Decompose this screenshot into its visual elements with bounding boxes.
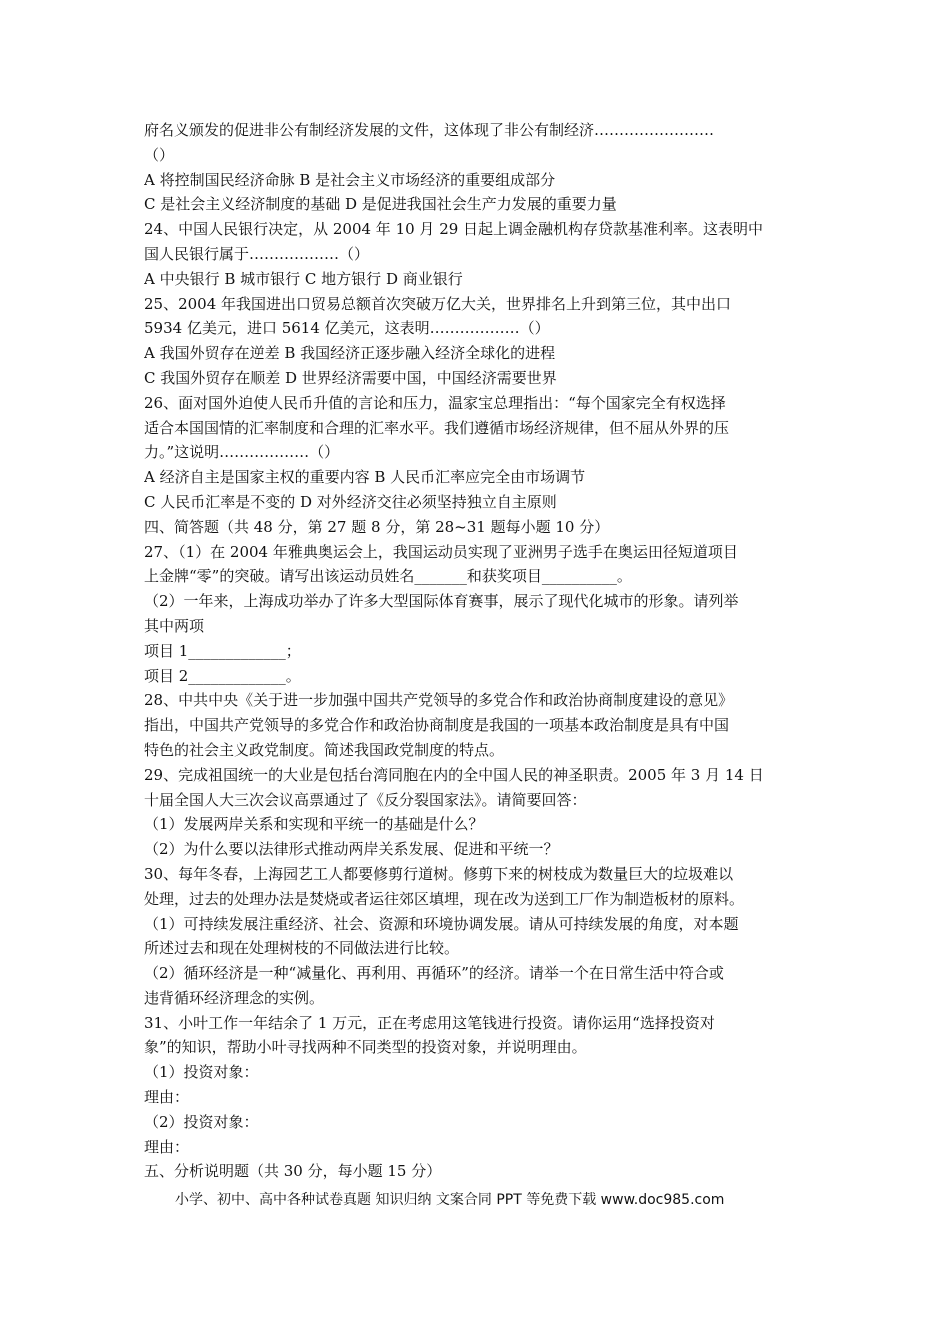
text-line: （2）为什么要以法律形式推动两岸关系发展、促进和平统一？: [144, 840, 559, 859]
text-line: 所述过去和现在处理树枝的不同做法进行比较。: [144, 939, 460, 958]
text-line: 特色的社会主义政党制度。简述我国政党制度的特点。: [144, 740, 505, 759]
text-line: 26、面对国外迫使人民币升值的言论和压力，温家宝总理指出：“每个国家完全有权选择: [144, 393, 726, 412]
text-line: 28、中共中央《关于进一步加强中国共产党领导的多党合作和政治协商制度建设的意见》: [144, 691, 734, 710]
text-line: C 人民币汇率是不变的 D 对外经济交往必须坚持独立自主原则: [144, 492, 557, 511]
text-line: 四、简答题（共 48 分，第 27 题 8 分，第 28~31 题每小题 10 分）: [144, 517, 610, 536]
text-line: 27、（1）在 2004 年雅典奥运会上，我国运动员实现了亚洲男子选手在奥运田径短道项目: [144, 542, 738, 561]
text-line: A 经济自主是国家主权的重要内容 B 人民币汇率应完全由市场调节: [144, 468, 586, 487]
document-body: [144, 118, 814, 1184]
text-line: 24、中国人民银行决定，从 2004 年 10 月 29 日起上调金融机构存贷款基准利率。这表明中: [144, 220, 764, 239]
text-line: 项目 2_____________。: [144, 666, 301, 685]
text-line: 项目 1_____________；: [144, 641, 301, 660]
text-line: 其中两项: [144, 616, 205, 635]
text-line: （1）发展两岸关系和实现和平统一的基础是什么？: [144, 815, 484, 834]
text-line: 十届全国人大三次会议高票通过了《反分裂国家法》。请简要回答：: [144, 790, 587, 809]
text-line: 象”的知识，帮助小叶寻找两种不同类型的投资对象，并说明理由。: [144, 1038, 587, 1057]
text-line: 力。”这说明………………（）: [144, 443, 340, 462]
text-line: 理由：: [144, 1137, 190, 1156]
text-line: C 是社会主义经济制度的基础 D 是促进我国社会生产力发展的重要力量: [144, 195, 617, 214]
text-line: （1）投资对象：: [144, 1063, 259, 1082]
text-line: 上金牌“零”的突破。请写出该运动员姓名_______和获奖项目__________。: [144, 567, 632, 586]
text-line: 30、每年冬春，上海园艺工人都要修剪行道树。修剪下来的树枝成为数量巨大的垃圾难以: [144, 864, 734, 883]
text-line: 25、2004 年我国进出口贸易总额首次突破万亿大关，世界排名上升到第三位，其中出口: [144, 294, 732, 313]
text-line: A 中央银行 B 城市银行 C 地方银行 D 商业银行: [144, 269, 463, 288]
text-line: 违背循环经济理念的实例。: [144, 988, 325, 1007]
text-line: 处理，过去的处理办法是焚烧或者运往郊区填埋，现在改为送到工厂作为制造板材的原料。: [144, 889, 745, 908]
text-line: （1）可持续发展注重经济、社会、资源和环境协调发展。请从可持续发展的角度，对本题: [144, 914, 739, 933]
text-line: 适合本国国情的汇率制度和合理的汇率水平。我们遵循市场经济规律，但不屈从外界的压: [144, 418, 730, 437]
text-line: （2）一年来，上海成功举办了许多大型国际体育赛事，展示了现代化城市的形象。请列举: [144, 592, 739, 611]
text-line: A 将控制国民经济命脉 B 是社会主义市场经济的重要组成部分: [144, 170, 556, 189]
text-line: 指出，中国共产党领导的多党合作和政治协商制度是我国的一项基本政治制度是具有中国: [144, 716, 730, 735]
text-line: 5934 亿美元，进口 5614 亿美元，这表明………………（）: [144, 319, 550, 338]
text-line: 理由：: [144, 1088, 190, 1107]
text-line: 国人民银行属于………………（）: [144, 244, 370, 263]
page-footer: 小学、初中、高中各种试卷真题 知识归纳 文案合同 PPT 等免费下载 www.doc985.com: [175, 1192, 725, 1208]
text-line: A 我国外贸存在逆差 B 我国经济正逐步融入经济全球化的进程: [144, 344, 556, 363]
text-line: （2）投资对象：: [144, 1112, 259, 1131]
text-line: （）: [144, 145, 175, 164]
text-line: 29、完成祖国统一的大业是包括台湾同胞在内的全中国人民的神圣职责。2005 年 3 月 14 日: [144, 765, 764, 784]
text-line: C 我国外贸存在顺差 D 世界经济需要中国，中国经济需要世界: [144, 368, 557, 387]
text-line: （2）循环经济是一种“减量化、再利用、再循环”的经济。请举一个在日常生活中符合或: [144, 964, 724, 983]
text-line: 五、分析说明题（共 30 分，每小题 15 分）: [144, 1162, 442, 1181]
text-line: 府名义颁发的促进非公有制经济发展的文件，这体现了非公有制经济……………………: [144, 121, 715, 139]
text-line: 31、小叶工作一年结余了 1 万元，正在考虑用这笔钱进行投资。请你运用“选择投资对: [144, 1013, 715, 1032]
